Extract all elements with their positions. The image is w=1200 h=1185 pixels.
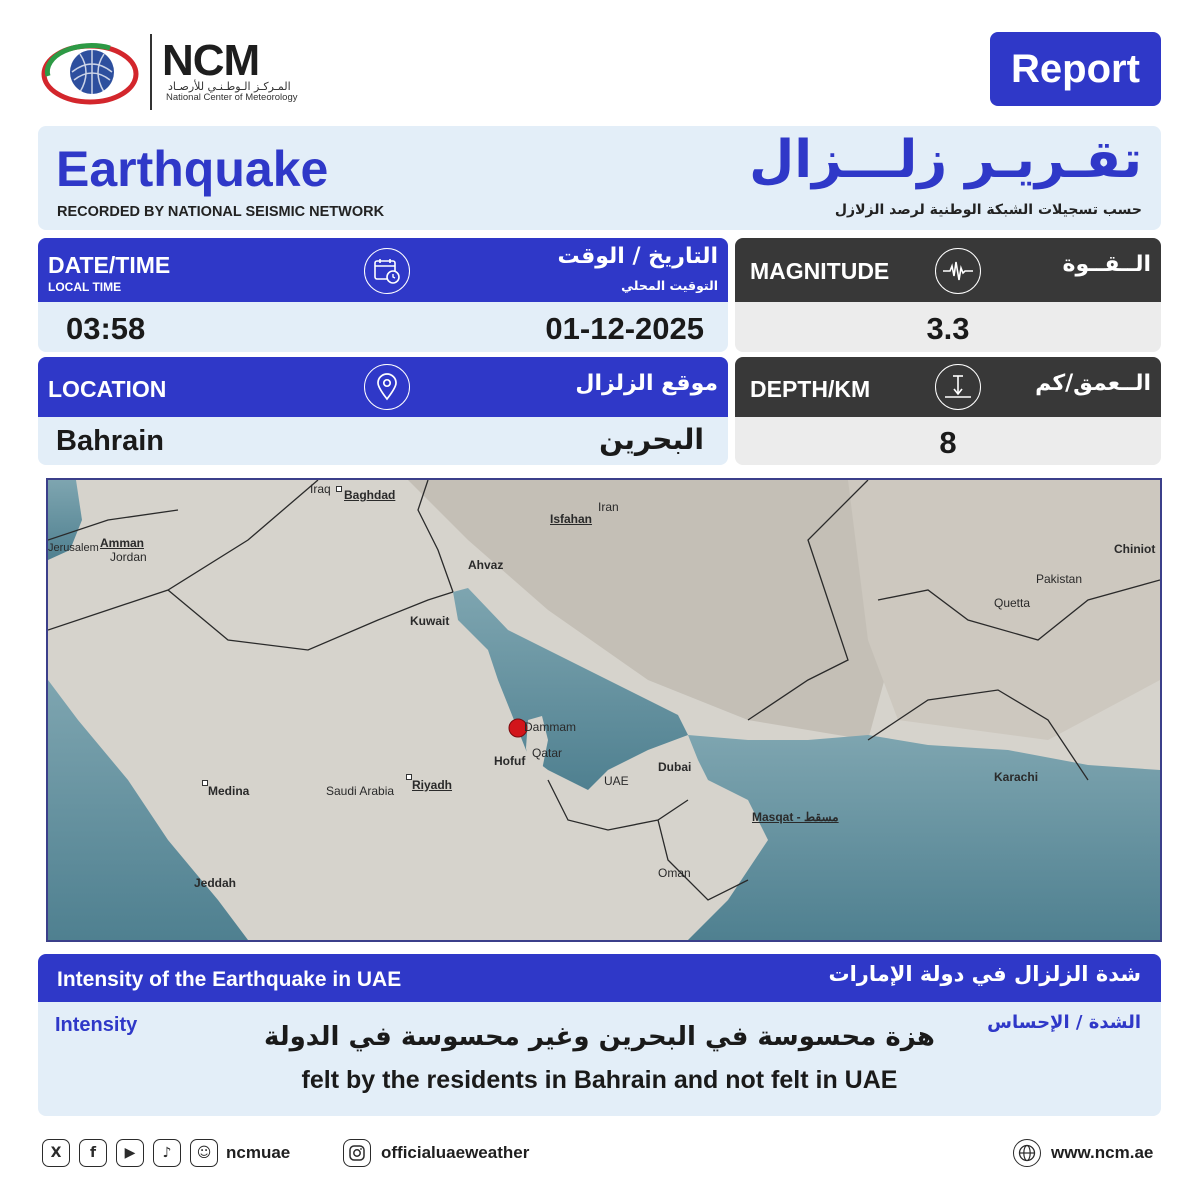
map-label-ahvaz: Ahvaz	[468, 558, 504, 572]
map-label-uae: UAE	[604, 774, 629, 788]
snapchat-icon[interactable]: ☺	[190, 1139, 218, 1167]
intensity-header	[38, 954, 1161, 1002]
map-label-riyadh: Riyadh	[412, 778, 453, 792]
depth-label-arabic: الــعمق/كم	[1035, 371, 1151, 396]
map-label-medina: Medina	[208, 784, 250, 798]
location-values	[38, 417, 728, 465]
datetime-header	[38, 238, 728, 302]
instagram-handle[interactable]: officialuaeweather	[381, 1143, 530, 1162]
location-label-arabic: موقع الزلزال	[575, 371, 718, 396]
website-link[interactable]: www.ncm.ae	[1051, 1143, 1154, 1162]
ncm-logo-mark	[40, 36, 140, 106]
map-label-qatar: Qatar	[532, 746, 563, 760]
map-label-jerusalem: Jerusalem	[48, 542, 99, 554]
datetime-values	[38, 302, 728, 352]
logo-english-name: National Center of Meteorology	[166, 92, 298, 103]
intensity-text: felt by the residents in Bahrain and not felt in UAE	[301, 1066, 898, 1094]
map-label-saudi-arabia: Saudi Arabia	[326, 784, 395, 798]
location-label: LOCATION	[48, 376, 167, 402]
event-date: 01-12-2025	[545, 311, 704, 346]
map-label-iran: Iran	[598, 500, 619, 514]
intensity-body	[38, 1002, 1161, 1116]
globe-icon	[1013, 1139, 1041, 1167]
intensity-header-ar: شدة الزلزال في دولة الإمارات	[828, 962, 1141, 986]
map-label-karachi: Karachi	[994, 770, 1039, 784]
calendar-clock-icon	[364, 248, 410, 294]
page-subtitle: RECORDED BY NATIONAL SEISMIC NETWORK	[57, 204, 385, 220]
map-label-chiniot: Chiniot	[1114, 542, 1156, 556]
instagram-icon[interactable]	[343, 1139, 371, 1167]
facebook-icon[interactable]: f	[79, 1139, 107, 1167]
map-label-masqat: Masqat - مسقط	[752, 810, 839, 824]
logo-wordmark: NCM	[162, 36, 260, 85]
depth-values	[735, 417, 1161, 465]
intensity-label: Intensity	[55, 1014, 138, 1036]
social-handle[interactable]: ncmuae	[226, 1143, 291, 1162]
magnitude-value: 3.3	[926, 311, 970, 346]
magnitude-label: MAGNITUDE	[750, 258, 890, 284]
map-label-jordan: Jordan	[110, 550, 147, 564]
intensity-label-arabic: الشدة / الإحساس	[987, 1012, 1141, 1033]
intensity-text-arabic: هزة محسوسة في البحرين وغير محسوسة في الدولة	[264, 1022, 935, 1052]
map-label-dubai: Dubai	[658, 760, 692, 774]
map-label-pakistan: Pakistan	[1036, 572, 1083, 586]
datetime-sublabel-arabic: التوقيت المحلي	[621, 278, 718, 293]
magnitude-header	[735, 238, 1161, 302]
depth-label: DEPTH/KM	[750, 376, 871, 402]
x-icon[interactable]: X	[42, 1139, 70, 1167]
tiktok-icon[interactable]: ♪	[153, 1139, 181, 1167]
logo-divider	[150, 34, 152, 110]
event-time: 03:58	[66, 311, 146, 346]
datetime-label: DATE/TIME	[48, 252, 171, 278]
datetime-label-arabic: التاريخ / الوقت	[557, 244, 718, 269]
map-label-quetta: Quetta	[994, 596, 1031, 610]
depth-header	[735, 357, 1161, 417]
map-label-kuwait: Kuwait	[410, 614, 450, 628]
map-label-hofuf: Hofuf	[494, 754, 526, 768]
datetime-sublabel: LOCAL TIME	[48, 280, 122, 294]
map-city-dot	[336, 486, 342, 492]
magnitude-label-arabic: الــقــوة	[1062, 252, 1151, 277]
map-label-oman: Oman	[658, 866, 691, 880]
page-title-arabic: تقـريـر زلـــزال	[749, 130, 1142, 190]
magnitude-values	[735, 302, 1161, 352]
epicenter-map	[46, 478, 1162, 942]
map-label-isfahan: Isfahan	[550, 512, 593, 526]
intensity-header-en: Intensity of the Earthquake in UAE	[57, 968, 402, 991]
page-title: Earthquake	[56, 141, 329, 197]
location-value: Bahrain	[56, 425, 164, 457]
map-label-baghdad: Baghdad	[344, 488, 396, 502]
depth-value: 8	[939, 425, 957, 460]
location-header	[38, 357, 728, 417]
map-label-dammam: Dammam	[524, 720, 577, 734]
report-badge: Report	[990, 32, 1161, 106]
map-label-jeddah: Jeddah	[194, 876, 237, 890]
location-pin-icon	[364, 364, 410, 410]
map-label-amman: Amman	[100, 536, 145, 550]
depth-gauge-icon	[935, 364, 981, 410]
map-label-iraq: Iraq	[310, 482, 331, 496]
location-value-arabic: البحرين	[599, 423, 704, 456]
logo-arabic-name: المـركـز الـوطـنـي للأرصـاد	[168, 80, 291, 93]
page-subtitle-arabic: حسب تسجيلات الشبكة الوطنية لرصد الزلازل	[834, 202, 1142, 218]
seismograph-icon	[935, 248, 981, 294]
youtube-icon[interactable]: ▶	[116, 1139, 144, 1167]
